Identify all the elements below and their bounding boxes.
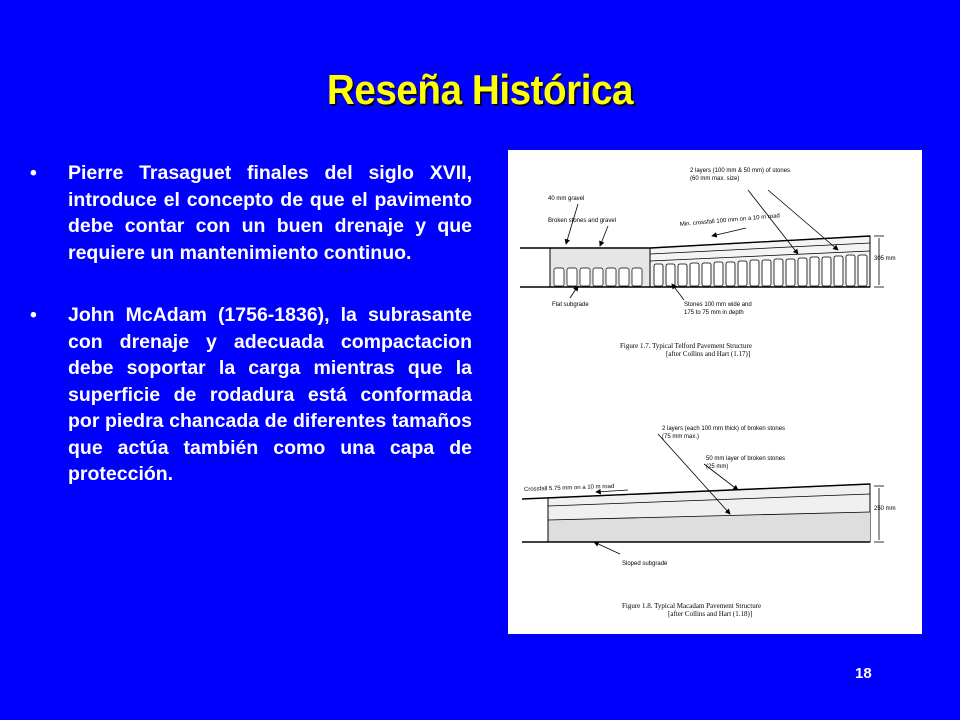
macadam-label-layer: 50 mm layer of broken stones <box>706 456 786 462</box>
telford-label-gravel: 40 mm gravel <box>548 196 585 202</box>
macadam-label-subgrade: Sloped subgrade <box>622 561 668 567</box>
telford-label-subgrade: Flat subgrade <box>552 302 589 308</box>
bullet-item-mcadam <box>30 302 472 488</box>
macadam-depth-dimension <box>874 486 884 542</box>
macadam-label-crossfall: Crossfall 5.75 mm on a 10 m road <box>523 483 615 493</box>
macadam-label-two-layers-size: (75 mm max.) <box>662 434 700 440</box>
telford-diagram <box>520 168 896 358</box>
macadam-caption: Figure 1.8. Typical Macadam Pavement Structure <box>622 602 762 610</box>
telford-label-stones-depth: 175 to 75 mm in depth <box>684 310 744 316</box>
bullet-item-trasaguet <box>30 160 472 266</box>
macadam-label-two-layers: 2 layers (each 100 mm thick) of broken stones <box>662 426 786 432</box>
macadam-caption-source: [after Collins and Hart (1.18)] <box>668 610 753 618</box>
macadam-diagram <box>522 426 896 618</box>
macadam-depth-label: 250 mm <box>874 506 896 512</box>
pavement-diagram <box>508 150 922 634</box>
telford-depth-label: 305 mm <box>874 256 896 262</box>
bullet-marker: • <box>30 304 37 326</box>
page-number: 18 <box>855 665 872 682</box>
slide-title: Reseña Histórica <box>326 66 634 113</box>
telford-label-two-layers-size: (60 mm max. size) <box>690 176 740 182</box>
macadam-label-layer-size: (25 mm) <box>706 464 729 470</box>
telford-label-two-layers: 2 layers (100 mm & 50 mm) of stones <box>690 168 791 174</box>
telford-caption-source: [after Collins and Hart (1.17)] <box>666 350 751 358</box>
bullet-text: John McAdam (1756-1836), la subrasante con drenaje y adecuada compactacion debe soportar la carga mientras que la superficie de rodadura está conformada por piedra chancada de diferentes tamaños que actúa también como una capa de protección. <box>68 304 472 485</box>
telford-label-broken: Broken stones and gravel <box>548 218 617 224</box>
telford-label-stones: Stones 100 mm wide and <box>684 302 752 308</box>
bullet-list <box>30 160 472 524</box>
telford-caption: Figure 1.7. Typical Telford Pavement Structure <box>620 342 752 350</box>
telford-label-crossfall: Min. crossfall 100 mm on a 10 m road <box>679 213 781 228</box>
bullet-marker: • <box>30 162 37 184</box>
pavement-figure <box>508 150 922 634</box>
telford-gravel-blocks <box>554 268 642 286</box>
bullet-text: Pierre Trasaguet finales del siglo XVII, introduce el concepto de que el pavimento debe contar con un buen drenaje y que requiere un mantenimiento continuo. <box>68 162 472 264</box>
